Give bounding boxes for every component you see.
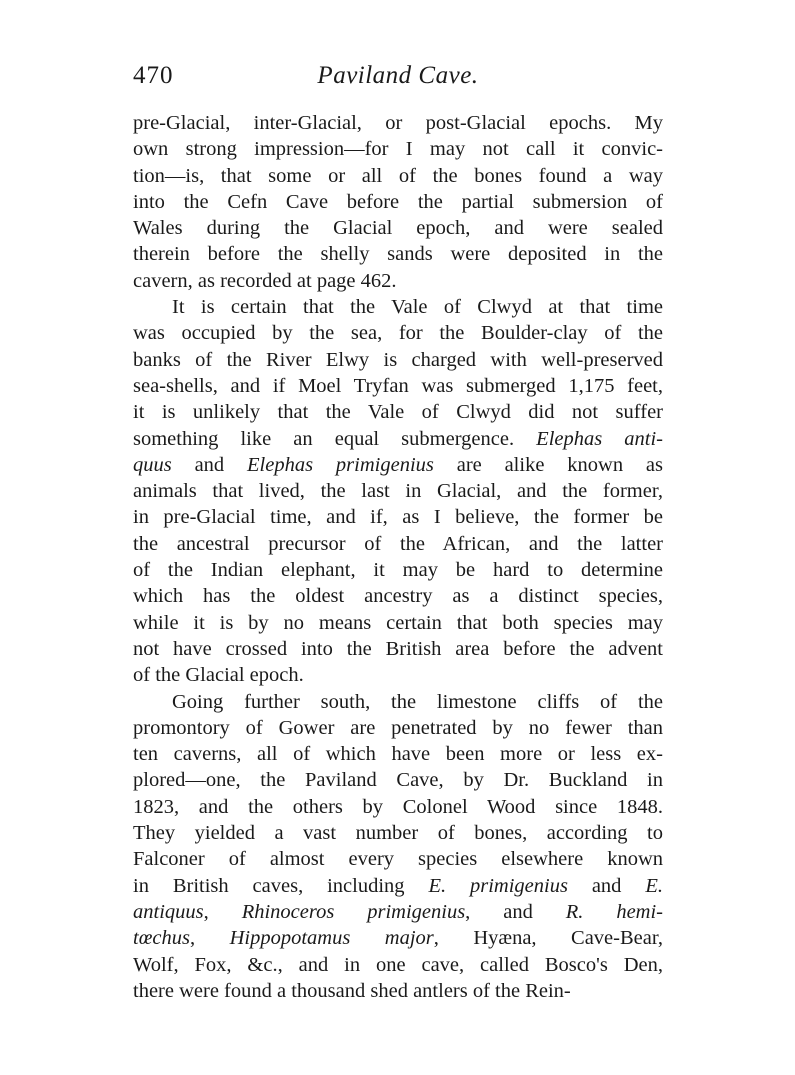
- text-segment: banks of the River Elwy is charged with well-preserved: [133, 348, 663, 371]
- text-line: [133, 583, 663, 609]
- text-line: [133, 531, 663, 557]
- body-text: [133, 110, 663, 1004]
- text-line: [133, 478, 663, 504]
- text-segment: in British caves, including: [133, 874, 429, 897]
- text-line: [133, 373, 663, 399]
- text-line: [133, 557, 663, 583]
- text-line: [133, 426, 663, 452]
- text-line: [133, 925, 663, 951]
- page-number: 470: [133, 62, 174, 89]
- text-segment: in pre-Glacial time, and if, as I believe, the former be: [133, 506, 663, 529]
- text-line: [133, 189, 663, 215]
- text-segment: and: [567, 874, 646, 897]
- italic-text: Hippopotamus major: [229, 927, 434, 950]
- italic-text: Elephas primigenius: [247, 453, 434, 476]
- text-line: [133, 873, 663, 899]
- text-line: [133, 320, 663, 346]
- text-line: [133, 952, 663, 978]
- italic-text: antiquus: [133, 900, 204, 923]
- text-segment: , and: [465, 900, 566, 923]
- italic-text: R. hemi-: [565, 900, 663, 923]
- text-line: [133, 610, 663, 636]
- text-segment: therein before the shelly sands were deposited in the: [133, 243, 663, 266]
- paragraph: [133, 110, 663, 294]
- text-line: [133, 636, 663, 662]
- text-segment: animals that lived, the last in Glacial, and the former,: [133, 480, 663, 503]
- text-line: [133, 741, 663, 767]
- text-segment: something like an equal submergence.: [133, 427, 537, 450]
- italic-text: quus: [133, 453, 172, 476]
- text-line: [133, 846, 663, 872]
- italic-text: tœchus: [133, 927, 190, 950]
- text-segment: Wolf, Fox, &c., and in one cave, called Bosco's Den,: [133, 953, 663, 976]
- text-line: [133, 452, 663, 478]
- running-title: Paviland Cave.: [317, 62, 479, 89]
- text-segment: own strong impression—for I may not call it convic-: [133, 138, 663, 161]
- text-line: [133, 268, 663, 294]
- text-segment: are alike known as: [433, 453, 663, 476]
- text-line: [133, 215, 663, 241]
- italic-text: E.: [645, 874, 663, 897]
- text-segment: into the Cefn Cave before the partial submersion of: [133, 190, 663, 213]
- text-segment: Wales during the Glacial epoch, and were sealed: [133, 217, 663, 240]
- text-segment: the ancestral precursor of the African, and the latter: [133, 532, 663, 555]
- text-segment: tion—is, that some or all of the bones found a way: [133, 164, 663, 187]
- text-line: [133, 347, 663, 373]
- text-line: [133, 899, 663, 925]
- text-segment: promontory of Gower are penetrated by no fewer than: [133, 716, 663, 739]
- text-line: [133, 504, 663, 530]
- text-segment: of the Glacial epoch.: [133, 664, 304, 687]
- text-segment: pre-Glacial, inter-Glacial, or post-Glacial epochs. My: [133, 112, 663, 134]
- text-line: [133, 163, 663, 189]
- text-segment: ,: [189, 927, 230, 950]
- text-line: [133, 241, 663, 267]
- text-segment: It is certain that the Vale of Clwyd at that time: [172, 296, 663, 319]
- text-line: [133, 978, 663, 1004]
- text-segment: it is unlikely that the Vale of Clwyd did not suffer: [133, 401, 663, 424]
- text-segment: ,: [203, 900, 242, 923]
- italic-text: Elephas anti-: [536, 427, 664, 450]
- text-segment: was occupied by the sea, for the Boulder-clay of the: [133, 322, 663, 345]
- italic-text: Rhinoceros primigenius: [241, 900, 466, 923]
- page-header: [133, 62, 663, 94]
- text-line: [133, 715, 663, 741]
- text-segment: Going further south, the limestone cliffs of the: [172, 690, 663, 713]
- text-segment: of the Indian elephant, it may be hard to determine: [133, 559, 663, 582]
- text-segment: plored—one, the Paviland Cave, by Dr. Buckland in: [133, 769, 663, 792]
- text-segment: while it is by no means certain that both species may: [133, 611, 663, 634]
- text-segment: They yielded a vast number of bones, according to: [133, 822, 663, 845]
- text-line: [133, 110, 663, 136]
- text-line: [133, 662, 663, 688]
- text-segment: , Hyæna, Cave-Bear,: [433, 927, 663, 950]
- text-segment: cavern, as recorded at page 462.: [133, 269, 397, 292]
- italic-text: E. primigenius: [428, 874, 568, 897]
- text-segment: sea-shells, and if Moel Tryfan was submerged 1,175 feet,: [133, 374, 663, 397]
- text-line: [133, 294, 663, 320]
- text-segment: 1823, and the others by Colonel Wood since 1848.: [133, 795, 663, 818]
- text-segment: not have crossed into the British area before the advent: [133, 637, 663, 660]
- text-line: [133, 820, 663, 846]
- text-segment: and: [171, 453, 248, 476]
- text-segment: Falconer of almost every species elsewhere known: [133, 848, 663, 871]
- text-segment: which has the oldest ancestry as a distinct species,: [133, 585, 663, 608]
- text-segment: ten caverns, all of which have been more or less ex-: [133, 743, 663, 766]
- paragraph: [133, 689, 663, 1005]
- text-segment: there were found a thousand shed antlers of the Rein-: [133, 979, 571, 1002]
- paragraph: [133, 294, 663, 688]
- text-line: [133, 767, 663, 793]
- text-line: [133, 794, 663, 820]
- text-line: [133, 689, 663, 715]
- text-line: [133, 399, 663, 425]
- text-line: [133, 136, 663, 162]
